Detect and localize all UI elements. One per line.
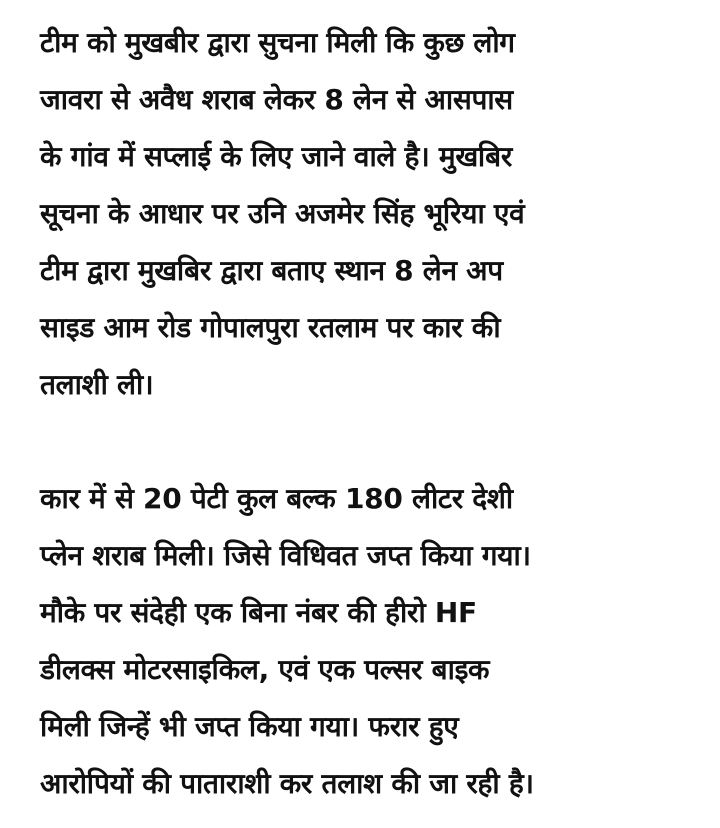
paragraph-seizure-report [40,14,700,413]
text-line: टीम द्वारा मुखबिर द्वारा बताए स्थान 8 लेन अप [40,254,503,287]
text-line: के गांव में सप्लाई के लिए जाने वाले है। मुखबिर [40,140,513,173]
text-line: आरोपियों की पाताराशी कर तलाश की जा रही है। [40,767,534,800]
text-line: सूचना के आधार पर उनि अजमेर सिंह भूरिया एवं [40,197,525,230]
text-line: डीलक्स मोटरसाइकिल, एवं एक पल्सर बाइक [40,653,490,686]
text-line: साइड आम रोड गोपालपुरा रतलाम पर कार की [40,311,501,344]
text-line: कार में से 20 पेटी कुल बल्क 180 लीटर देशी [40,482,513,515]
paragraph-seized-items [40,470,700,812]
text-line: प्लेन शराब मिली। जिसे विधिवत जप्त किया गया। [40,539,531,572]
text-line: जावरा से अवैध शराब लेकर 8 लेन से आसपास [40,83,513,116]
text-line: तलाशी ली। [40,368,154,401]
article-body [40,14,700,812]
text-line: मिली जिन्हें भी जप्त किया गया। फरार हुए [40,710,459,743]
text-line: मौके पर संदेही एक बिना नंबर की हीरो HF [40,596,477,629]
text-line: टीम को मुखबीर द्वारा सुचना मिली कि कुछ लोग [40,26,515,59]
